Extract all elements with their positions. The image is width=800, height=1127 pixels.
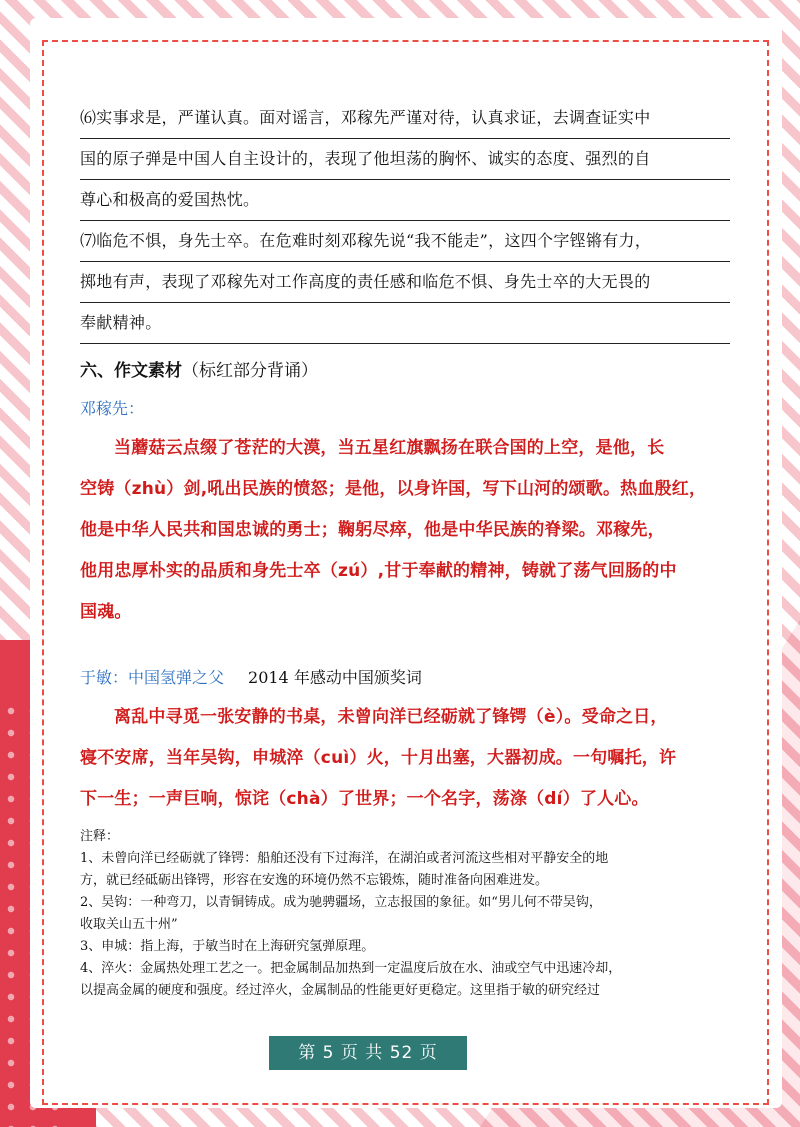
paragraph-line: 当蘑菇云点缀了苍茫的大漠，当五星红旗飘扬在联合国的上空，是他，长 — [114, 438, 665, 458]
note-line: 方，就已经砥砺出锋锷，形容在安逸的环境仍然不忘锻炼，随时准备向困难进发。 — [80, 873, 549, 888]
note-line: 1、未曾向洋已经砺就了锋锷：船舶还没有下过海洋，在湖泊或者河流这些相对平静安全的地 — [80, 851, 609, 866]
award-caption: 2014 年感动中国颁奖词 — [248, 668, 422, 687]
paragraph-line: 他用忠厚朴实的品质和身先士卒（zú）,甘于奉献的精神，铸就了荡气回肠的中 — [80, 561, 677, 581]
notes-section — [80, 826, 730, 1002]
text-line: 尊心和极高的爱国热忱。 — [80, 180, 730, 221]
paragraph-line: 他是中华人民共和国忠诚的勇士；鞠躬尽瘁，他是中华民族的脊梁。邓稼先， — [80, 520, 665, 540]
page-number-badge: 第 5 页 共 52 页 — [269, 1036, 467, 1070]
paragraph-line: 下一生；一声巨响，惊诧（chà）了世界；一个名字，荡涤（dí）了人心。 — [80, 789, 649, 809]
note-line: 收取关山五十州” — [80, 917, 178, 932]
note-line: 注释： — [80, 829, 120, 844]
heading-sub: （标红部分背诵） — [182, 361, 318, 381]
person-name-yu: 于敏：中国氢弹之父 — [80, 668, 225, 687]
heading-main: 六、作文素材 — [80, 361, 182, 381]
deng-paragraph — [80, 428, 730, 633]
note-line: 3、申城：指上海，于敏当时在上海研究氢弹原理。 — [80, 939, 375, 954]
text-line: 奉献精神。 — [80, 303, 730, 344]
note-line: 2、吴钩：一种弯刀，以青铜铸成。成为驰骋疆场，立志报国的象征。如“男儿何不带吴钩， — [80, 895, 602, 910]
paragraph-line: 空铸（zhù）剑,吼出民族的愤怒；是他，以身许国，写下山河的颂歌。热血殷红， — [80, 479, 707, 499]
note-line: 4、淬火：金属热处理工艺之一。把金属制品加热到一定温度后放在水、油或空气中迅速冷却， — [80, 961, 622, 976]
text-line: 掷地有声，表现了邓稼先对工作高度的责任感和临危不惧、身先士卒的大无畏的 — [80, 262, 730, 303]
paragraph-line: 国魂。 — [80, 602, 132, 622]
note-line: 以提高金属的硬度和强度。经过淬火，金属制品的性能更好更稳定。这里指于敏的研究经过 — [80, 983, 601, 998]
text-line: 国的原子弹是中国人自主设计的，表现了他坦荡的胸怀、诚实的态度、强烈的自 — [80, 139, 730, 180]
yu-title-row — [80, 659, 730, 697]
paragraph-line: 寝不安席，当年吴钩，申城淬（cuì）火，十月出塞，大器初成。一句嘱托，许 — [80, 748, 677, 768]
person-name-deng: 邓稼先： — [80, 399, 145, 418]
analysis-section — [80, 98, 730, 344]
text-line: ⑺临危不惧，身先士卒。在危难时刻邓稼先说“我不能走”，这四个字铿锵有力， — [80, 221, 730, 262]
page-content — [80, 98, 730, 1002]
text-line: ⑹实事求是，严谨认真。面对谣言，邓稼先严谨对待，认真求证，去调查证实中 — [80, 98, 730, 139]
section-heading — [80, 352, 730, 390]
yu-paragraph — [80, 697, 730, 820]
paragraph-line: 离乱中寻觅一张安静的书桌，未曾向洋已经砺就了锋锷（è）。受命之日， — [114, 707, 668, 727]
